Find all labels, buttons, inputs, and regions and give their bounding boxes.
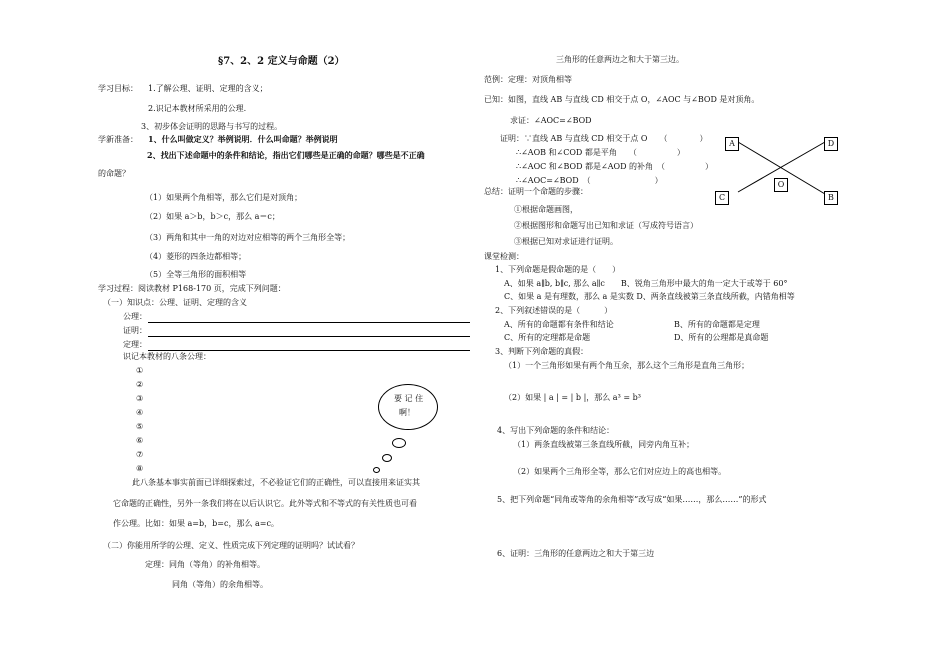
axiom-mark-8: ⑧ — [136, 464, 144, 473]
question-4: 4、写出下列命题的条件和结论： — [497, 426, 615, 435]
question-2: 2、下列叙述错误的是（ ） — [495, 306, 613, 315]
axiom-mark-1: ① — [136, 366, 144, 375]
objective-2: 2.识记本教材所采用的公理. — [148, 104, 247, 113]
example-heading: 范例：定理：对顶角相等 — [484, 75, 572, 84]
proof-step-1: 证明：∵直线 AB 与直线 CD 相交于点 O （ ） — [500, 134, 708, 143]
question-3-item-2: （2）如果 | a | = | b |，那么 a³ = b³ — [504, 393, 641, 402]
question-4-item-1: （1）两条直线被第三条直线所截，同旁内角互补； — [513, 440, 695, 449]
axiom-mark-7: ⑦ — [136, 450, 144, 459]
section-1-title: （一）知识点：公理、证明、定理的含义 — [103, 298, 247, 307]
prep-1: 1、什么叫做定义？举例说明．什么叫命题？举例说明 — [148, 134, 338, 144]
section-2-title: （二）你能用所学的公理、定义、性质完成下列定理的证明吗？试试看？ — [103, 541, 359, 550]
question-4-item-2: （2）如果两个三角形全等，那么它们对应边上的高也相等。 — [513, 467, 727, 476]
point-c-label: C — [715, 191, 729, 205]
proof-step-2: ∴∠AOB 和∠COD 都是平角 （ ） — [516, 148, 685, 157]
axiom-label: 公理： — [123, 312, 147, 321]
theorem-supplement: 定理：同角（等角）的补角相等。 — [145, 560, 265, 569]
point-o-label: O — [774, 178, 788, 192]
axiom-answer-line — [148, 322, 470, 323]
summary-label: 总结：证明一个命题的步骤： — [484, 187, 588, 196]
proof-label: 证明： — [123, 326, 147, 335]
objectives-label: 学习目标： — [98, 84, 138, 93]
axiom-mark-4: ④ — [136, 408, 144, 417]
cloud-text-2: 啊！ — [399, 408, 415, 417]
question-3: 3、判断下列命题的真假： — [495, 347, 589, 356]
question-6: 6、证明：三角形的任意两边之和大于第三边 — [497, 549, 655, 558]
axioms-intro: 识记本教材的八条公理： — [123, 352, 211, 361]
question-2-option-c: C、所有的定理都是命题 — [504, 333, 591, 342]
summary-step-2: ②根据图形和命题写出已知和求证（写成符号语言） — [514, 221, 698, 230]
learning-process: 学习过程：阅读教材 P168-170 页，完成下列问题： — [98, 284, 286, 293]
proof-step-4: ∴∠AOC=∠BOD （ ） — [516, 176, 663, 185]
question-1-options-cd: C、如果 a 是有理数，那么 a 是实数 D、两条直线被第三条直线所截，内错角相等 — [504, 292, 795, 301]
cloud-text-1: 要 记 住 — [394, 394, 424, 403]
summary-step-3: ③根据已知对求证进行证明。 — [514, 237, 618, 246]
prep-2: 2、找出下述命题中的条件和结论，指出它们哪些是正确的命题？哪些是不正确 — [147, 150, 425, 160]
prove-statement: 求证：∠AOC=∠BOD — [510, 116, 592, 125]
prep-label: 学新准备： — [98, 135, 138, 144]
proposition-3: （3）两角和其中一角的对边对应相等的两个三角形全等； — [145, 233, 351, 242]
point-b-label: B — [824, 191, 838, 205]
axiom-mark-2: ② — [136, 380, 144, 389]
class-test-label: 课堂检测： — [484, 252, 524, 261]
theorem-answer-line — [148, 350, 470, 351]
question-2-option-b: B、所有的命题都是定理 — [674, 320, 760, 329]
given-statement: 已知：如图，直线 AB 与直线 CD 相交于点 O，∠AOC 与∠BOD 是对顶角。 — [484, 95, 760, 104]
summary-step-1: ①根据命题画图， — [514, 205, 578, 214]
proof-answer-line — [148, 336, 470, 337]
proposition-5: （5）全等三角形的面积相等 — [145, 270, 247, 279]
paragraph-line-1: 此八条基本事实前面已详细探索过，不必验证它们的正确性，可以直接用来证实其 — [132, 478, 420, 487]
question-2-option-d: D、所有的公理都是真命题 — [674, 333, 769, 342]
theorem-label: 定理： — [123, 340, 147, 349]
question-3-item-1: （1）一个三角形如果有两个角互余，那么这个三角形是直角三角形； — [504, 361, 750, 370]
point-a-label: A — [725, 137, 739, 151]
question-5: 5、把下列命题“同角或等角的余角相等”改写成“如果……，那么……”的形式 — [497, 495, 767, 504]
axiom-mark-3: ③ — [136, 394, 144, 403]
proposition-4: （4）菱形的四条边都相等； — [145, 252, 247, 261]
continued-line: 三角形的任意两边之和大于第三边。 — [556, 55, 684, 64]
axiom-mark-5: ⑤ — [136, 422, 144, 431]
axiom-mark-6: ⑥ — [136, 436, 144, 445]
prep-3: 的命题？ — [98, 169, 130, 178]
question-2-option-a: A、所有的命题都有条件和结论 — [504, 320, 614, 329]
point-d-label: D — [824, 137, 838, 151]
paragraph-line-2: 它命题的正确性，另外一条我们将在以后认识它。此外等式和不等式的有关性质也可看 — [113, 499, 417, 508]
proposition-2: （2）如果 a＞b，b＞c，那么 a＝c； — [145, 212, 280, 221]
question-1: 1、下列命题是假命题的是（ ） — [495, 265, 621, 274]
paragraph-line-3: 作公理。比如：如果 a=b，b=c，那么 a=c。 — [113, 519, 279, 528]
page-title: §7、2、2 定义与命题（2） — [218, 56, 345, 67]
theorem-complement: 同角（等角）的余角相等。 — [172, 580, 268, 589]
objective-1: 1.了解公理、证明、定理的含义； — [148, 84, 268, 93]
objective-3: 3、初步体会证明的思路与书写的过程。 — [141, 122, 283, 131]
proof-step-3: ∴∠AOC 和∠BOD 都是∠AOD 的补角 （ ） — [516, 162, 714, 171]
proposition-1: （1）如果两个角相等，那么它们是对顶角； — [145, 193, 303, 202]
question-1-options-ab: A、如果 a∥b, b∥c, 那么 a∥c B、锐角三角形中最大的角一定大于或等于 60° — [504, 279, 788, 288]
